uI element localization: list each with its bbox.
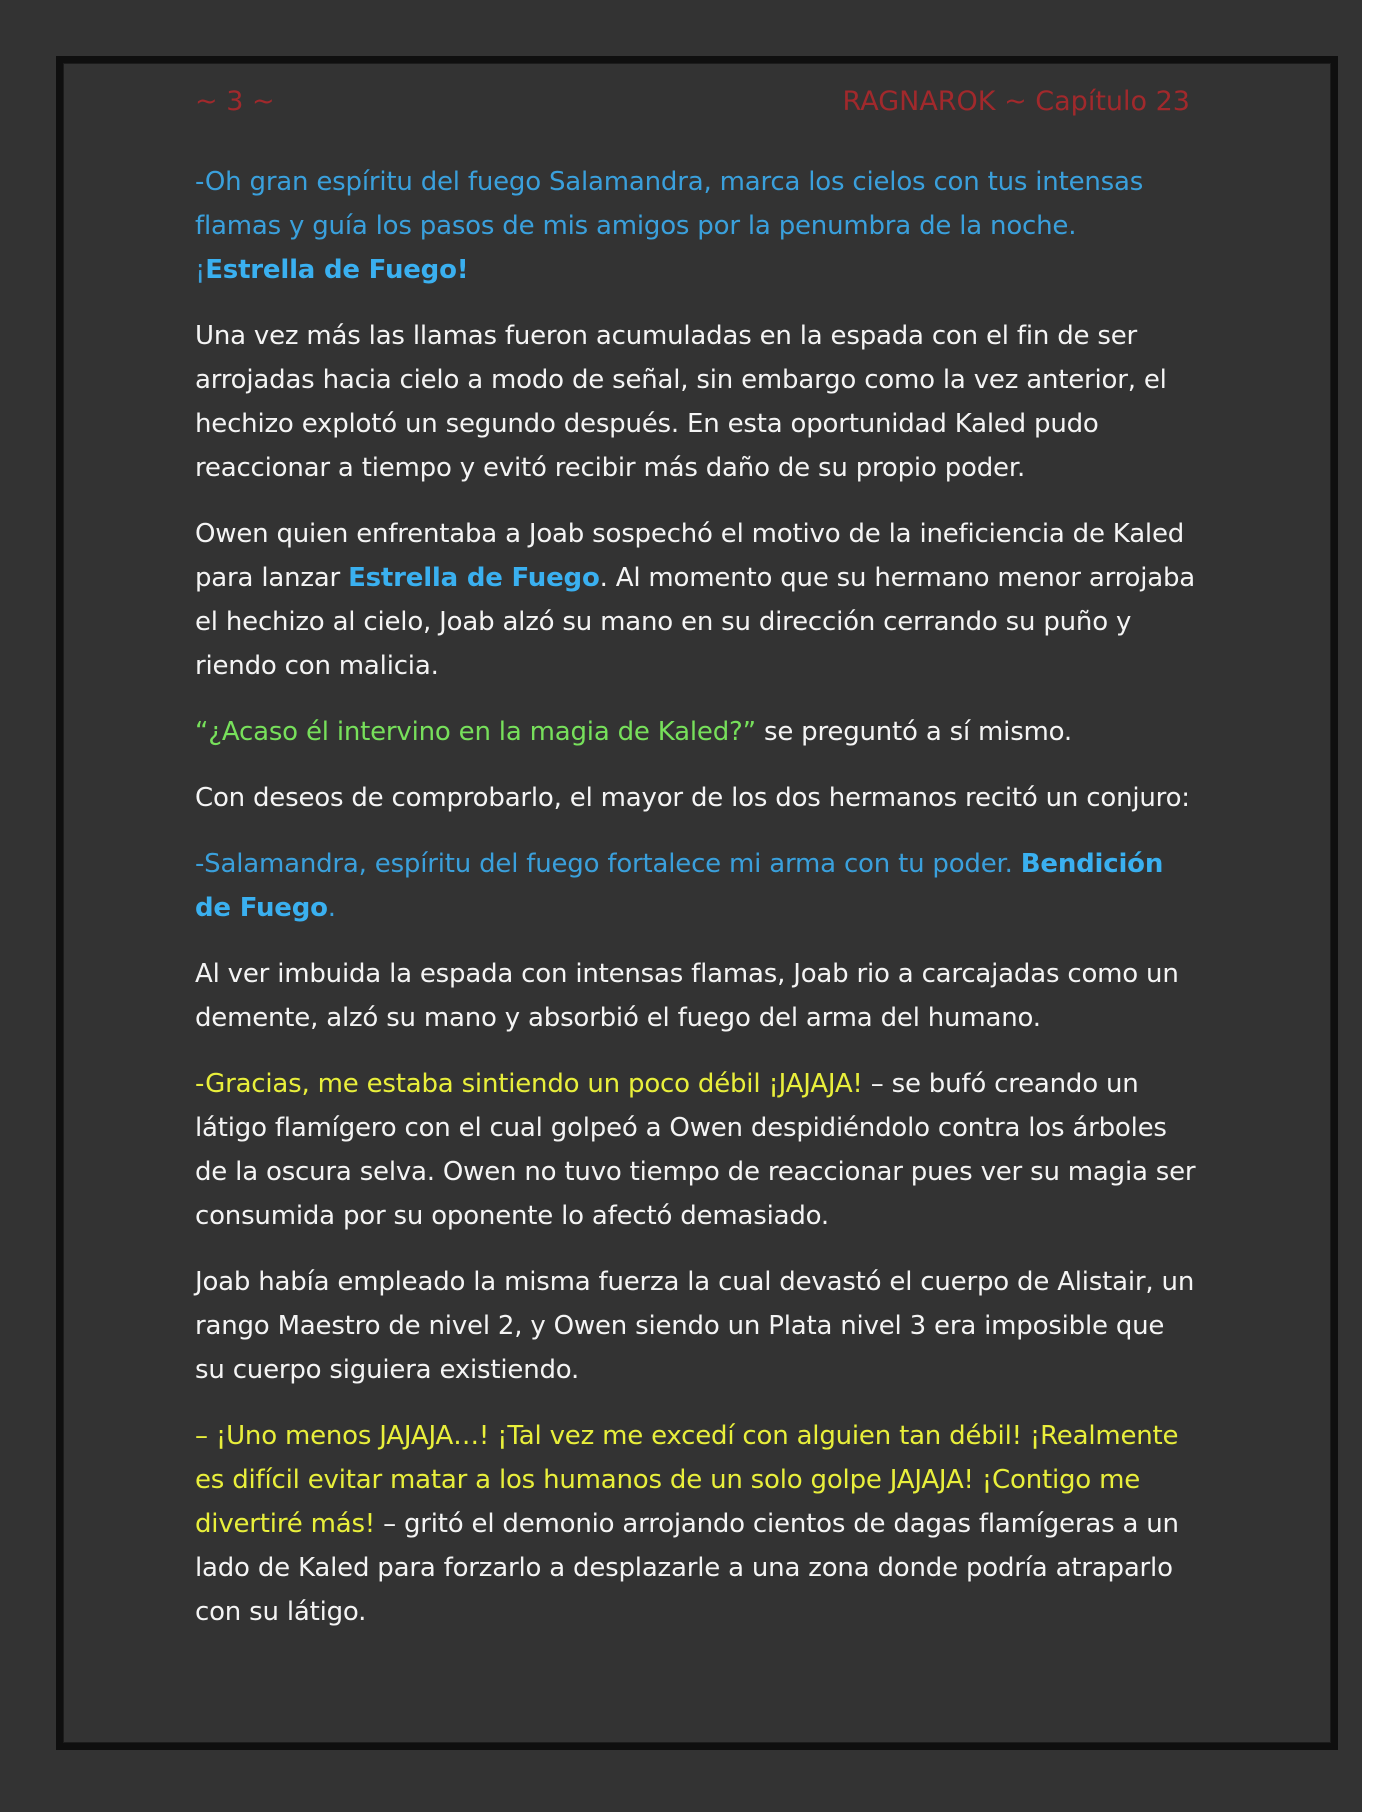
spell-incantation: -Salamandra, espíritu del fuego fortalece mi arma con tu poder. bbox=[195, 849, 1021, 879]
narration-text: Owen quien enfrentaba a Joab sospechó el motivo de la ineficiencia de Kaled para lanzar bbox=[195, 519, 1185, 593]
paragraph-thought bbox=[195, 710, 1200, 754]
demon-speech: -Gracias, me estaba sintiendo un poco débil ¡JAJAJA! bbox=[195, 1069, 863, 1099]
spell-name: Estrella de Fuego! bbox=[205, 255, 469, 285]
spell-end: . bbox=[327, 893, 336, 923]
demon-speech: – ¡Uno menos JAJAJA…! ¡Tal vez me excedí con alguien tan débil! ¡Realmente es difícil evitar matar a los humanos de un solo golpe JAJAJA! ¡Contigo me divertiré más! bbox=[195, 1421, 1179, 1539]
spell-name: Estrella de Fuego bbox=[348, 563, 600, 593]
inner-thought: “¿Acaso él intervino en la magia de Kaled?” bbox=[195, 717, 756, 747]
paragraph-spell-2 bbox=[195, 842, 1200, 930]
paragraph-dialogue-2 bbox=[195, 1414, 1200, 1634]
spell-name: Bendición de Fuego bbox=[195, 849, 1164, 923]
paragraph-narration-5: Joab había empleado la misma fuerza la cual devastó el cuerpo de Alistair, un rango Maestro de nivel 2, y Owen siendo un Plata nivel 3 era imposible que su cuerpo siguiera existiendo. bbox=[195, 1267, 1195, 1385]
paragraph-narration-2 bbox=[195, 512, 1200, 688]
paragraph-narration-1: Una vez más las llamas fueron acumuladas en la espada con el fin de ser arrojadas hacia cielo a modo de señal, sin embargo como la vez anterior, el hechizo explotó un segundo después. En esta oportunidad Kaled pudo reaccionar a tiempo y evitó recibir más daño de su propio poder. bbox=[195, 321, 1167, 483]
paragraph-spell-1 bbox=[195, 160, 1200, 292]
running-head: RAGNAROK ~ Capítulo 23 bbox=[842, 86, 1190, 117]
narration-text: – gritó el demonio arrojando cientos de dagas flamígeras a un lado de Kaled para forzarlo a desplazarle a una zona donde podría atraparlo con su látigo. bbox=[195, 1509, 1179, 1627]
paragraph-dialogue-1 bbox=[195, 1062, 1200, 1238]
spell-incantation: -Oh gran espíritu del fuego Salamandra, marca los cielos con tus intensas flamas y guía los pasos de mis amigos por la penumbra de la noche. ¡ bbox=[195, 167, 1144, 285]
paragraph-narration-3: Con deseos de comprobarlo, el mayor de los dos hermanos recitó un conjuro: bbox=[195, 783, 1190, 813]
body-text bbox=[195, 160, 1200, 1656]
narration-text: – se bufó creando un látigo flamígero con el cual golpeó a Owen despidiéndolo contra los árboles de la oscura selva. Owen no tuvo tiempo de reaccionar pues ver su magia ser consumida por su oponente lo afectó demasiado. bbox=[195, 1069, 1196, 1231]
page-header bbox=[195, 84, 1190, 120]
narration-text: se preguntó a sí mismo. bbox=[755, 717, 1072, 747]
narration-text: . Al momento que su hermano menor arrojaba el hechizo al cielo, Joab alzó su mano en su dirección cerrando su puño y riendo con malicia. bbox=[195, 563, 1196, 681]
paragraph-narration-4: Al ver imbuida la espada con intensas flamas, Joab rio a carcajadas como un demente, alzó su mano y absorbió el fuego del arma del humano. bbox=[195, 959, 1179, 1033]
page-number: ~ 3 ~ bbox=[195, 86, 275, 117]
